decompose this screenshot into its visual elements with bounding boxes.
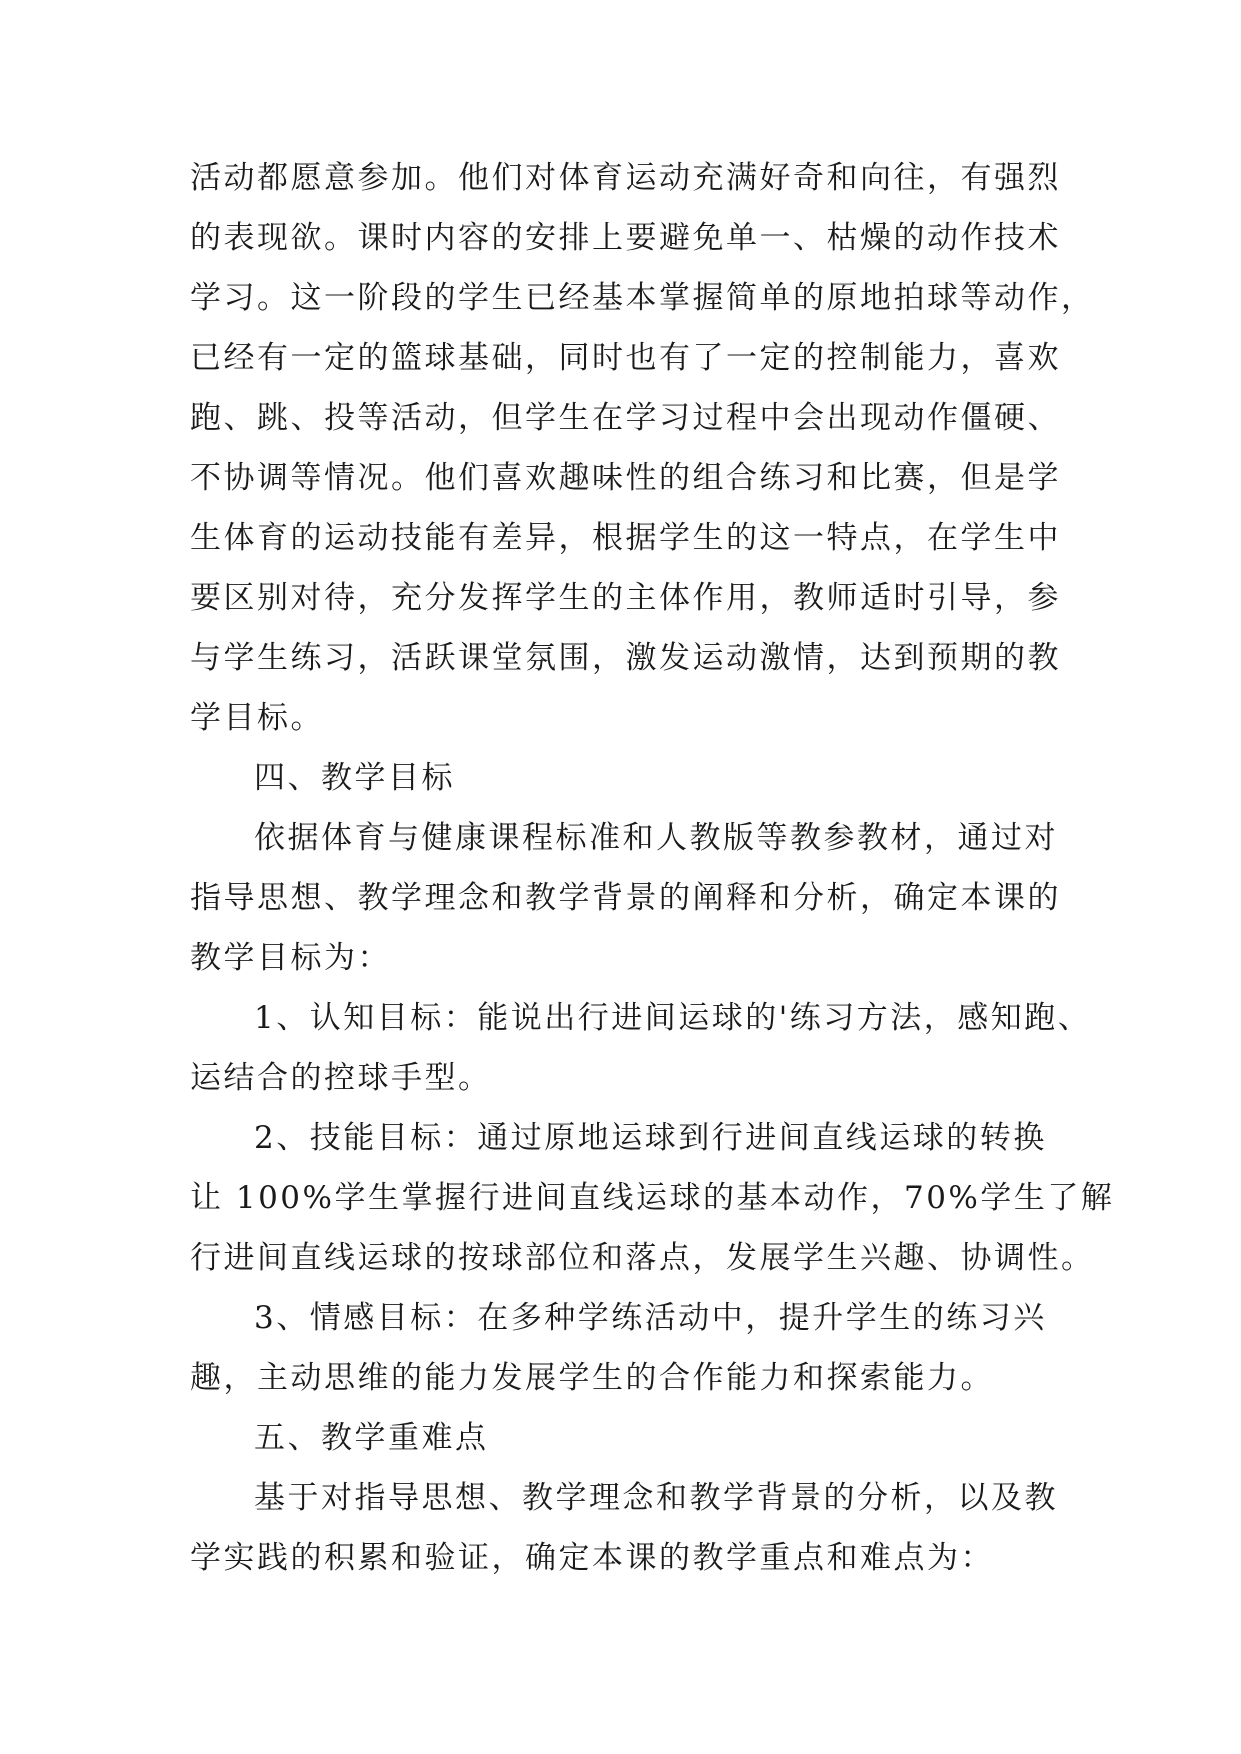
text-line: 学实践的积累和验证，确定本课的教学重点和难点为： [190,1540,994,1576]
list-item: 3、情感目标：在多种学练活动中，提升学生的练习兴 [254,1300,1047,1336]
text-line: 让 100%学生掌握行进间直线运球的基本动作，70%学生了解 [190,1180,1115,1216]
text-line: 要区别对待，充分发挥学生的主体作用，教师适时引导，参 [190,580,1061,616]
text-line: 行进间直线运球的按球部位和落点，发展学生兴趣、协调性。 [190,1240,1095,1276]
list-item: 1、认知目标：能说出行进间运球的'练习方法，感知跑、 [254,1000,1092,1036]
list-item: 2、技能目标：通过原地运球到行进间直线运球的转换 [254,1120,1047,1156]
text-line: 的表现欲。课时内容的安排上要避免单一、枯燥的动作技术 [190,220,1061,256]
text-line: 活动都愿意参加。他们对体育运动充满好奇和向往，有强烈 [190,160,1061,196]
text-line: 趣，主动思维的能力发展学生的合作能力和探索能力。 [190,1360,994,1396]
text-line: 生体育的运动技能有差异，根据学生的这一特点，在学生中 [190,520,1061,556]
text-line: 与学生练习，活跃课堂氛围，激发运动激情，达到预期的教 [190,640,1061,676]
text-line: 不协调等情况。他们喜欢趣味性的组合练习和比赛，但是学 [190,460,1061,496]
text-line: 教学目标为： [190,940,391,976]
text-line: 运结合的控球手型。 [190,1060,492,1096]
text-line: 指导思想、教学理念和教学背景的阐释和分析，确定本课的 [190,880,1061,916]
text-line: 已经有一定的篮球基础，同时也有了一定的控制能力，喜欢 [190,340,1061,376]
section-heading: 五、教学重难点 [254,1420,489,1456]
text-line: 学目标。 [190,700,324,736]
text-line: 依据体育与健康课程标准和人教版等教参教材，通过对 [254,820,1058,856]
text-line: 基于对指导思想、教学理念和教学背景的分析，以及教 [254,1480,1058,1516]
text-line: 跑、跳、投等活动，但学生在学习过程中会出现动作僵硬、 [190,400,1061,436]
text-line: 学习。这一阶段的学生已经基本掌握简单的原地拍球等动作， [190,280,1095,316]
section-heading: 四、教学目标 [254,760,455,796]
